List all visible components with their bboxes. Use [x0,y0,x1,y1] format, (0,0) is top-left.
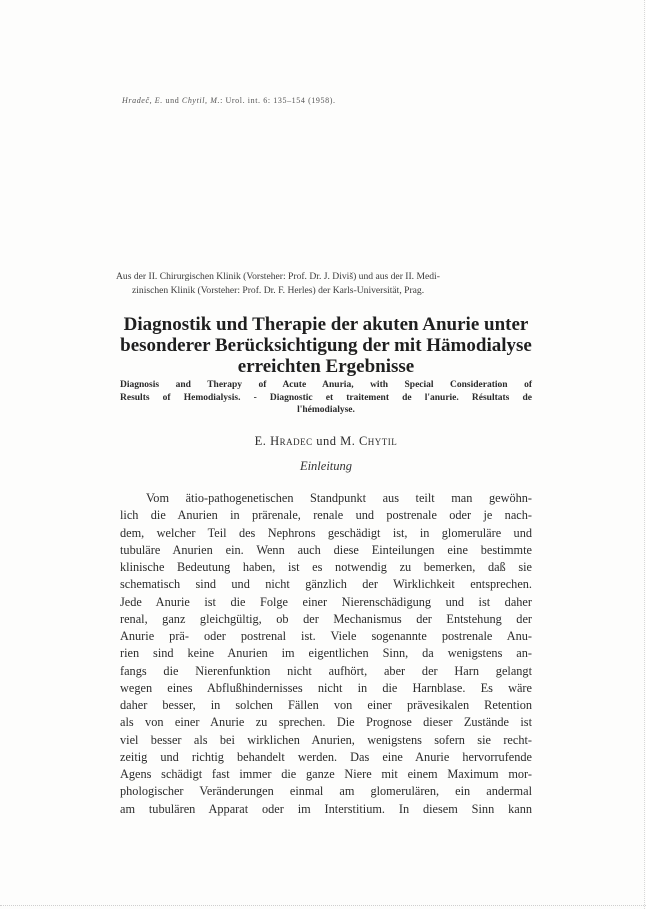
body-line: zeitig und richtig behandelt werden. Das eine Anurie hervorrufende [120,749,532,764]
citation-author-2: Chytil, M. [181,96,221,105]
body-line: Agens schädigt fast immer die ganze Niere mit einem Maximum mor- [120,767,532,781]
alt-title-line-2: Results of Hemodialysis. - Diagnostic et traitement de l'anurie. Résultats de [120,392,532,403]
body-line: dem, welcher Teil des Nephrons geschädigt ist, in glomeruläre und [120,525,532,540]
body-paragraph [120,490,532,818]
paper-title [100,314,552,377]
author-1-name: Hradec [270,434,313,448]
body-line: am tubulären Apparat oder im Interstitium. In diesem Sinn kann [120,801,532,816]
title-line-2: besonderer Berücksichtigung der mit Hämodialyse [120,335,532,356]
translated-titles [120,379,532,417]
citation-journal: : Urol. int. 6: 135–154 (1958). [220,96,336,105]
body-line: wegen eines Abflußhindernisses nicht in die Harnblase. Es wäre [120,680,532,695]
body-line: fangs die Nierenfunktion nicht aufhört, aber der Harn gelangt [120,663,532,678]
author-line [120,434,532,449]
body-line: Anurie prä- oder postrenal ist. Viele sogenannte postrenale Anu- [120,629,532,643]
body-line: renal, ganz gleichgültig, ob der Mechanismus der Entstehung der [120,611,532,626]
body-line: viel besser als bei wirklichen Anurien, wenigstens sofern sie recht- [120,732,532,747]
author-2-name: Chytil [358,434,398,448]
citation-connector: und [162,96,182,105]
alt-title-line-1: Diagnosis and Therapy of Acute Anuria, with Special Consideration of [120,380,532,390]
body-line: schematisch sind und nicht gänzlich der Wirklichkeit entsprechen. [120,577,532,592]
body-line: daher besser, in solchen Fällen von einer prävesikalen Retention [120,698,532,712]
body-line: als von einer Anurie zu sprechen. Die Prognose dieser Zustände ist [120,715,532,730]
citation-header [122,96,542,105]
body-line: tubuläre Anurien ein. Wenn auch diese Einteilungen eine bestimmte [120,542,532,557]
citation-author-1: Hradeč, E. [122,96,163,105]
affiliation-line-2: zinischen Klinik (Vorsteher: Prof. Dr. F. Herles) der Karls-Universität, Prag. [132,285,425,296]
section-heading: Einleitung [299,459,353,473]
body-line: Jede Anurie ist die Folge einer Nierenschädigung und ist daher [120,594,532,609]
body-line: Vom ätio-pathogenetischen Standpunkt aus teilt man gewöhn- [146,491,532,505]
body-line: phologischer Veränderungen einmal am glomerulären, ein andermal [120,784,532,799]
title-line-1: Diagnostik und Therapie der akuten Anurie unter [123,314,529,335]
body-line: rien sind keine Anurien im eigentlichen Sinn, da wenigstens an- [120,646,532,661]
author-connector: und [312,434,341,448]
alt-title-line-3: l'hémodialyse. [297,405,355,415]
body-line: lich die Anurien in prärenale, renale und postrenale oder je nach- [120,508,532,523]
page-bottom-edge [0,905,646,907]
author-1-initial: E. [254,434,271,448]
affiliation-line-1: Aus der II. Chirurgischen Klinik (Vorsteher: Prof. Dr. J. Diviš) und aus der II. Medi- [116,271,440,282]
title-line-3: erreichten Ergebnisse [237,356,415,377]
body-line: klinische Bedeutung haben, ist es notwendig zu bemerken, daß sie [120,560,532,574]
affiliation [116,270,536,298]
author-2-initial: M. [340,434,359,448]
